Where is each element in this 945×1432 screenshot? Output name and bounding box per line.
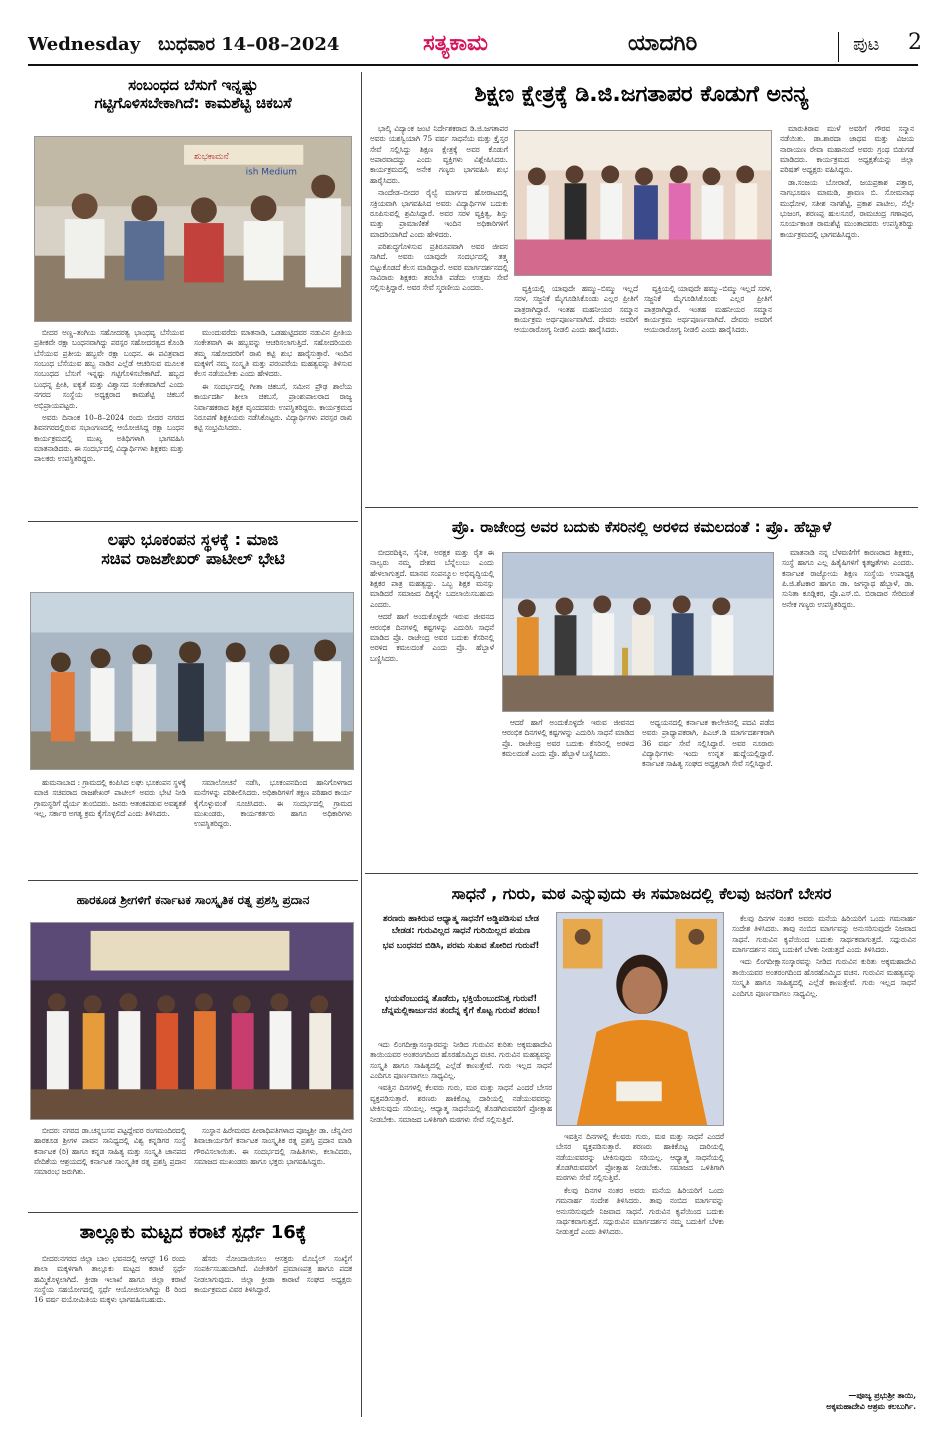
- body-paragraph: ಪರಿಶುದ್ಧಗೊಳಿಸುವ ಪ್ರತಿರೂಪವಾಗಿ ಅವರ ಜೀವನ ಸಾಗಿದೆ. ಅವರು ಯಾವುದೇ ಸಂದರ್ಭದಲ್ಲಿ ತತ್ತ್ವ ಬಿಟ್ಟುಕೊಡದೆ ಕೆಲಸ ಮಾಡಿದ್ದಾರೆ. ಅವರ ಮಾರ್ಗದರ್ಶನದಲ್ಲಿ ಸಾವಿರಾರು ಶಿಕ್ಷಕರು ತರಬೇತಿ ಪಡೆದು ಉತ್ತಮ ಸೇವೆ ಸಲ್ಲಿಸುತ್ತಿದ್ದಾರೆ. ಅವರ ಸೇವೆ ಸ್ಮರಣೀಯ ಎಂದರು.: [370, 241, 508, 293]
- article-body-column: [370, 1040, 552, 1416]
- article-body-column: [34, 1254, 186, 1414]
- article-photo-portrait: [556, 912, 724, 1126]
- article-headline: [28, 76, 358, 126]
- pullquote-line: ಭವ ಬಂಧನದ ಬಿಡಿಸಿ, ಪರಮ ಸುಖವ ತೋರಿದ ಗುರುವೆ!: [382, 940, 540, 951]
- photo-banner-text-2: ish Medium: [245, 167, 297, 178]
- article-headline: ಹಾರಕೂಡ ಶ್ರೀಗಳಿಗೆ ಕರ್ನಾಟಕ ಸಾಂಸ್ಕೃತಿಕ ರತ್ನ ಪ್ರಶಸ್ತಿ ಪ್ರದಾನ: [76, 893, 310, 907]
- article-headline: ಪ್ರೊ. ರಾಜೇಂದ್ರ ಅವರ ಬದುಕು ಕೆಸರಿನಲ್ಲಿ ಅರಳಿದ ಕಮಲದಂತೆ : ಪ್ರೊ. ಹೆಬ್ಬಾಳೆ: [451, 518, 832, 536]
- body-paragraph: ಆದರೆ ಹಾಗೆ ಅಂದುಕೊಳ್ಳದೇ ಇರುವ ಜೀವನದ ಆರಂಭಿಕ ದಿನಗಳಲ್ಲಿ ಕಷ್ಟಗಳನ್ನು ಎದುರಿಸಿ ಸಾಧನೆ ಮಾಡಿದ ಪ್ರೊ. ರಾಜೇಂದ್ರ ಅವರ ಬದುಕು ಕೆಸರಿನಲ್ಲಿ ಅರಳಿದ ಕಮಲದಂತೆ ಎಂದು ಪ್ರೊ. ಹೆಬ್ಬಾಳೆ ಬಣ್ಣಿಸಿದರು.: [370, 612, 494, 663]
- masthead-separator: [838, 32, 839, 62]
- section-divider: [28, 1212, 358, 1213]
- headline-line-1: ಸಂಬಂಧದ ಬೆಸುಗೆ ಇನ್ನಷ್ಟು: [128, 76, 258, 94]
- article-body-column: [370, 124, 508, 499]
- pullquote-line: ಭಯವೆಂಬುದನ್ನ ತೊಡೆದು, ಭಕ್ತಿಯೆಂಬುದನಿತ್ತ ಗುರುವೆ! ಚೆನ್ನಮಲ್ಲಿಕಾರ್ಜುನನ ತಂದೆನ್ನ ಕೈಗೆ ಕೊಟ್ಟ ಗುರುವೆ ಶರಣು!: [381, 994, 541, 1016]
- article-body-column: [782, 548, 914, 865]
- photo-banner-text: ಶುಭಕಾಮನೆ: [193, 151, 229, 162]
- article-body-column: [34, 1126, 186, 1206]
- article-body-column: [370, 548, 494, 865]
- body-paragraph: ಅಧ್ಯಯನದಲ್ಲಿ ಕರ್ನಾಟಕ ಕಾಲೇಜಿನಲ್ಲಿ ಪದವಿ ಪಡೆದ ಅವರು ಪ್ರಾಧ್ಯಾಪಕರಾಗಿ, ಪಿಎಚ್.ಡಿ ಮಾರ್ಗದರ್ಶಕರಾಗಿ 36 ವರ್ಷ ಸೇವೆ ಸಲ್ಲಿಸಿದ್ದಾರೆ. ಅವರ ನೂರಾರು ವಿದ್ಯಾರ್ಥಿಗಳು ಇಂದು ಉನ್ನತ ಹುದ್ದೆಯಲ್ಲಿದ್ದಾರೆ. ಕರ್ನಾಟಕ ಸಾಹಿತ್ಯ ಸಂಘದ ಅಧ್ಯಕ್ಷರಾಗಿ ಸೇವೆ ಸಲ್ಲಿಸಿದ್ದಾರೆ.: [642, 718, 774, 769]
- body-paragraph: ಕೆಲವು ದಿನಗಳ ನಂತರ ಅವರು ಮನೆಯ ಹಿರಿಯರಿಗೆ ಒಂದು ಗಮನಾರ್ಹ ಸಂದೇಶ ತಿಳಿಸಿದರು. ತಾವು ನಂಬಿದ ಮಾರ್ಗವನ್ನು ಅನುಸರಿಸುವುದೇ ನಿಜವಾದ ಸಾಧನೆ. ಗುರುವಿನ ಕೃಪೆಯಿಂದ ಬದುಕು ಸಾರ್ಥಕವಾಗುತ್ತದೆ. ಸದ್ಗುರುವಿನ ಮಾರ್ಗದರ್ಶನ ನಮ್ಮ ಬದುಕಿಗೆ ಬೆಳಕು ನೀಡುತ್ತದೆ ಎಂದು ತಿಳಿಸಿದರು.: [732, 914, 916, 955]
- signature-line: —ಪೂಜ್ಯ ಪ್ರಭುಶ್ರೀ ತಾಯಿ,: [848, 1390, 916, 1400]
- article-body-column: [194, 778, 352, 874]
- article-body-column: [642, 718, 774, 865]
- article-body-column: [194, 1254, 352, 1414]
- body-paragraph: ಇದು ಲಿಂಗದೀಕ್ಷಾಸಂಸ್ಕಾರವನ್ನು ನೀಡಿದ ಗುರುವಿನ ಕುರಿತು ಅಕ್ಕಮಹಾದೇವಿ ತಾಯಿಯವರ ಅಂತರಂಗದಿಂದ ಹೊರಹೊಮ್ಮಿದ ವಚನ. ಗುರುವಿನ ಮಹತ್ವವನ್ನು ಸಂಸ್ಕೃತಿ ಹಾಗೂ ಸಾಹಿತ್ಯದಲ್ಲಿ ಎಲ್ಲೆಡೆ ಕಾಣುತ್ತೇವೆ. ಗುರು ಇಲ್ಲದ ಸಾಧನೆ ಎಂದಿಗೂ ಪೂರ್ಣವಾಗಲು ಸಾಧ್ಯವಿಲ್ಲ.: [732, 957, 916, 998]
- masthead-date: ಬುಧವಾರ 14–08–2024: [158, 34, 340, 55]
- article-body-column: [780, 124, 914, 499]
- body-paragraph: ಬೀದರ: ನಗರದ ಡಾ.ಚನ್ನಬಸವ ಪಟ್ಟದ್ದೇವರ ರಂಗಮಂದಿರದಲ್ಲಿ ಹಾರಕೂಡ ಶ್ರೀಗಳ ಪಾವನ ಸಾನಿಧ್ಯದಲ್ಲಿ ವಿಶ್ವ ಕನ್ನಡಿಗರ ಸಂಸ್ಥೆ ಕರ್ನಾಟಕ (ರಿ) ಹಾಗೂ ಕನ್ನಡ ಸಾಹಿತ್ಯ ಮತ್ತು ಸಂಸ್ಕೃತಿ ಜಾನಪದ ವೇದಿಕೆಯ ಆಶ್ರಯದಲ್ಲಿ ಕರ್ನಾಟಕ ಸಾಂಸ್ಕೃತಿಕ ರತ್ನ ಪ್ರಶಸ್ತಿ ಪ್ರದಾನ ಸಮಾರಂಭ ಜರುಗಿತು.: [34, 1126, 186, 1177]
- article-photo-felicitation: [514, 130, 772, 276]
- article-body-column: [732, 914, 916, 1384]
- article-body-column: [34, 328, 184, 513]
- photo-illustration: [31, 593, 353, 769]
- body-paragraph: ಮುಂದುವರೆದು ಮಾತನಾಡಿ, ಒಡಹುಟ್ಟಿದವರ ನಡುವಿನ ಪ್ರೀತಿಯ ಸಂಕೇತವಾಗಿ ಈ ಹಬ್ಬವನ್ನು ಆಚರಿಸಲಾಗುತ್ತಿದೆ. ಸಹೋದರಿಯರು ತಮ್ಮ ಸಹೋದರರಿಗೆ ರಾಖಿ ಕಟ್ಟಿ ಶುಭ ಹಾರೈಸುತ್ತಾರೆ. ಇಂದಿನ ಮಕ್ಕಳಿಗೆ ನಮ್ಮ ಸಂಸ್ಕೃತಿ ಮತ್ತು ಪರಂಪರೆಯ ಮಹತ್ವವನ್ನು ತಿಳಿಸುವ ಕೆಲಸ ನಡೆಯಬೇಕು ಎಂದು ಹೇಳಿದರು.: [194, 328, 352, 379]
- body-paragraph: ವ್ಯಕ್ತಿಯಲ್ಲಿ ಯಾವುದೇ ಹಮ್ಮು–ಬಿಮ್ಮು ಇಲ್ಲದೆ ಸರಳ, ಸಜ್ಜನಿಕೆ ಮೈಗೂಡಿಸಿಕೊಂಡು ಎಲ್ಲರ ಪ್ರೀತಿಗೆ ಪಾತ್ರರಾಗಿದ್ದಾರೆ. ಇಂತಹ ಮಹನೀಯರ ಸಮ್ಮಾನ ಕಾರ್ಯಕ್ರಮ ಅರ್ಥಪೂರ್ಣವಾಗಿದೆ. ದೇವರು ಅವರಿಗೆ ಆಯುರಾರೋಗ್ಯ ನೀಡಲಿ ಎಂದು ಹಾರೈಸಿದರು.: [514, 284, 638, 335]
- article-pullquote: [370, 914, 552, 990]
- article-body-column: [34, 778, 186, 874]
- column-rule: [361, 72, 362, 1417]
- article-pullquote: [370, 994, 552, 1034]
- masthead-day: Wednesday: [28, 34, 141, 55]
- pullquote-line: ಬೇಡಡ: ಗುರುವಿಲ್ಲದ ಸಾಧನೆ ಗುರಿಯಿಲ್ಲದ ಪಯಣ: [391, 925, 531, 936]
- article-body-column: [514, 284, 638, 499]
- body-paragraph: ಕೆಲವು ದಿನಗಳ ನಂತರ ಅವರು ಮನೆಯ ಹಿರಿಯರಿಗೆ ಒಂದು ಗಮನಾರ್ಹ ಸಂದೇಶ ತಿಳಿಸಿದರು. ತಾವು ನಂಬಿದ ಮಾರ್ಗವನ್ನು ಅನುಸರಿಸುವುದೇ ನಿಜವಾದ ಸಾಧನೆ. ಗುರುವಿನ ಕೃಪೆಯಿಂದ ಬದುಕು ಸಾರ್ಥಕವಾಗುತ್ತದೆ. ಸದ್ಗುರುವಿನ ಮಾರ್ಗದರ್ಶನ ನಮ್ಮ ಬದುಕಿಗೆ ಬೆಳಕು ನೀಡುತ್ತದೆ ಎಂದು ತಿಳಿಸಿದರು.: [556, 1185, 724, 1237]
- body-paragraph: ಭಾಲ್ಕಿ ವಿದ್ಯಾಂಕ ಜಂಟಿ ನಿರ್ದೇಶಕರಾದ ಡಿ.ಜಿ.ಜಗತಾಪರ ಅವರು ಯಶಸ್ವಿಯಾಗಿ 75 ವರ್ಷ ಸಾಧನೆಯ ಮತ್ತು ಕ್ರೈಸ್ತರ ಸೇವೆ ಸಲ್ಲಿಸಿದ್ದು ಶಿಕ್ಷಣ ಕ್ಷೇತ್ರಕ್ಕೆ ಅವರ ಕೊಡುಗೆ ಅಪಾರವಾದದ್ದು ಎಂದು ವ್ಯಕ್ತಿಗಳು ವಿಶ್ಲೇಷಿಸಿದರು. ಕಾರ್ಯಕ್ರಮದಲ್ಲಿ ಅನೇಕ ಗಣ್ಯರು ಭಾಗವಹಿಸಿ ಶುಭ ಹಾರೈಸಿದರು.: [370, 124, 508, 185]
- body-paragraph: ನಾಂದೇಡ–ಬೀದರ ರೈಲ್ವೆ ಮಾರ್ಗದ ಹೋರಾಟದಲ್ಲಿ ಸಕ್ರಿಯವಾಗಿ ಭಾಗವಹಿಸಿದ ಅವರು ವಿದ್ಯಾರ್ಥಿಗಳ ಬದುಕು ರೂಪಿಸುವಲ್ಲಿ ಶ್ರಮಿಸಿದ್ದಾರೆ. ಅವರ ಸರಳ ವ್ಯಕ್ತಿತ್ವ, ಶಿಸ್ತು ಮತ್ತು ಪ್ರಾಮಾಣಿಕತೆ ಇಂದಿನ ಅಧಿಕಾರಿಗಳಿಗೆ ಮಾದರಿಯಾಗಿದೆ ಎಂದು ಹೇಳಿದರು.: [370, 188, 508, 239]
- body-paragraph: ಅವರು ದಿನಾಂಕ 10–8–2024 ರಂದು ಬೀದರ ನಗರದ ಶಿವನಗರದಲ್ಲಿರುವ ಸಭಾಂಗಣದಲ್ಲಿ ಆಯೋಜಿಸಿದ್ದ ರಕ್ಷಾ ಬಂಧನ ಕಾರ್ಯಕ್ರಮದಲ್ಲಿ ಮುಖ್ಯ ಅತಿಥಿಗಳಾಗಿ ಭಾಗವಹಿಸಿ ಮಾತನಾಡಿದರು. ಈ ಸಂದರ್ಭದಲ್ಲಿ ವಿದ್ಯಾರ್ಥಿಗಳು ಶಿಕ್ಷಕರು ಮತ್ತು ಪಾಲಕರು ಉಪಸ್ಥಿತರಿದ್ದರು.: [34, 412, 184, 464]
- section-divider: [28, 521, 358, 522]
- body-paragraph: ವ್ಯಕ್ತಿಯಲ್ಲಿ ಯಾವುದೇ ಹಮ್ಮು–ಬಿಮ್ಮು ಇಲ್ಲದೆ ಸರಳ, ಸಜ್ಜನಿಕೆ ಮೈಗೂಡಿಸಿಕೊಂಡು ಎಲ್ಲರ ಪ್ರೀತಿಗೆ ಪಾತ್ರರಾಗಿದ್ದಾರೆ. ಇಂತಹ ಮಹನೀಯರ ಸಮ್ಮಾನ ಕಾರ್ಯಕ್ರಮ ಅರ್ಥಪೂರ್ಣವಾಗಿದೆ. ದೇವರು ಅವರಿಗೆ ಆಯುರಾರೋಗ್ಯ ನೀಡಲಿ ಎಂದು ಹಾರೈಸಿದರು.: [644, 284, 772, 335]
- article-photo-raksha: [34, 136, 352, 322]
- body-paragraph: ಹೆಸರು ನೋಂದಾಯಿಸಲು ಆಸಕ್ತರು ಮೊಬೈಲ್ ಸಂಖ್ಯೆಗೆ ಸಂಪರ್ಕಿಸಬಹುದಾಗಿದೆ. ವಿಜೇತರಿಗೆ ಪ್ರಮಾಣಪತ್ರ ಹಾಗೂ ಪದಕ ನೀಡಲಾಗುವುದು. ಜಿಲ್ಲಾ ಕ್ರೀಡಾ ಕಾರಾಟೆ ಸಂಘದ ಅಧ್ಯಕ್ಷರು ಕಾರ್ಯಕ್ರಮದ ವಿವರ ತಿಳಿಸಿದ್ದಾರೆ.: [194, 1254, 352, 1295]
- body-paragraph: ಬೀದರ ಅಣ್ಣ–ತಂಗಿಯ ಸಹೋದರತ್ವ ಭಾಂಧವ್ಯ ಬೆಸೆಯುವ ಪ್ರತೀಕವೇ ರಕ್ಷಾ ಬಂಧನವಾಗಿದ್ದು ಪರಸ್ಪರ ಸಹೋದರತ್ವದ ಕೊಂಡಿ ಬೆಸೆಯುವ ಪ್ರತೀಯ ಹಬ್ಬವೇ ರಕ್ಷಾ ಬಂಧನ. ಈ ಪವಿತ್ರವಾದ ಸಂಬಂಧ ಬೆಸೆಯುವ ಹಬ್ಬ ನಾಡಿನ ಎಲ್ಲೆಡೆ ಆಚರಿಸುವ ಮೂಲಕ ಸಂಬಂಧದ ಬೆಸುಗೆ ಇನ್ನಷ್ಟು ಗಟ್ಟಿಗೊಳಿಸಬೇಕಾಗಿದೆ. ಹಬ್ಬದ ಬಂಧನ್ನ ಪ್ರೀತಿ, ಐಕ್ಯತೆ ಮತ್ತು ವಿಶ್ವಾಸದ ಸಂಕೇತವಾಗಿದೆ ಎಂದು ನಗರದ ಸಂಸ್ಥೆಯ ಅಧ್ಯಕ್ಷರಾದ ಕಾಮಶೆಟ್ಟಿ ಚಿಕಬಸೆ ಅಭಿಪ್ರಾಯಪಟ್ಟರು.: [34, 328, 184, 410]
- body-paragraph: ಹುಮನಾಬಾದ : ಗ್ರಾಮದಲ್ಲಿ ಕಂಪಿಸಿದ ಲಘು ಭೂಕಂಪನ ಸ್ಥಳಕ್ಕೆ ಮಾಜಿ ಸಚಿವರಾದ ರಾಜಶೇಖರ್ ಪಾಟೀಲ್ ಅವರು ಭೇಟಿ ನೀಡಿ ಗ್ರಾಮಸ್ಥರಿಗೆ ಧೈರ್ಯ ತುಂಬಿದರು. ಜನರು ಆತಂಕಪಡುವ ಅವಶ್ಯಕತೆ ಇಲ್ಲ, ಸರ್ಕಾರ ಅಗತ್ಯ ಕ್ರಮ ಕೈಗೊಳ್ಳಲಿದೆ ಎಂದು ತಿಳಿಸಿದರು.: [34, 778, 186, 819]
- article-body-column: [194, 328, 352, 513]
- body-paragraph: ಇವತ್ತಿನ ದಿನಗಳಲ್ಲಿ ಕೆಲವರು ಗುರು, ಮಠ ಮತ್ತು ಸಾಧನೆ ಎಂದರೆ ಬೇಸರ ವ್ಯಕ್ತಪಡಿಸುತ್ತಾರೆ. ಶರಣರು ಹಾಕಿಕೊಟ್ಟ ದಾರಿಯಲ್ಲಿ ನಡೆಯುವವರನ್ನು ಟೀಕಿಸುವುದು ಸರಿಯಲ್ಲ. ಆಧ್ಯಾತ್ಮ ಸಾಧನೆಯಲ್ಲಿ ತೊಡಗಿರುವವರಿಗೆ ಪ್ರೋತ್ಸಾಹ ನೀಡಬೇಕು. ಸಮಾಜದ ಒಳಿತಿಗಾಗಿ ಮಠಗಳು ಸೇವೆ ಸಲ್ಲಿಸುತ್ತಿವೆ.: [556, 1132, 724, 1183]
- page-number: 2: [908, 30, 922, 55]
- article-body-column: [644, 284, 772, 499]
- article-body-column: [502, 718, 634, 865]
- article-headline: ಶಿಕ್ಷಣ ಕ್ಷೇತ್ರಕ್ಕೆ ಡಿ.ಜಿ.ಜಗತಾಪರ ಕೊಡುಗೆ ಅನನ್ಯ: [365, 72, 918, 118]
- body-paragraph: ಡಾ.ಸಂಜಯ ಬೋರಾಡೆ, ಜಯಪ್ರಕಾಶ ಪತ್ತಾರ, ನಾಗಭೂಷಣ ಮಾಮಡಿ, ಶ್ರಾವಣ ಬಿ. ಸೋಮನಾಥ ಮುಧೋಳ, ಸತೀಶ ನಾಗಶೆಟ್ಟಿ, ಪ್ರಕಾಶ ಪಾಟೀಲ, ನೆಲ್ಲೇ ಭುಜಂಗ, ಶರಣಪ್ಪ ಹುಲಸೂರೆ, ರಾಮಚಂದ್ರ ಗಣಾಪುರ, ಸೂರ್ಯಕಾಂತ ರಾಮಶೆಟ್ಟಿ ಮುಂತಾದವರು ಉಪಸ್ಥಿತರಿದ್ದು ಕಾರ್ಯಕ್ರಮದಲ್ಲಿ ಭಾಗವಹಿಸಿದ್ದರು.: [780, 177, 914, 239]
- photo-illustration: [503, 553, 773, 711]
- pullquote-line: ಶರಣರು ಹಾಕಿರುವ ಆಧ್ಯಾತ್ಮ ಸಾಧನೆಗೆ ಅಡ್ಡಿಪಡಿಸುವ ಬೇಡ: [382, 914, 540, 924]
- page-label: ಪುಟ: [853, 34, 880, 55]
- photo-illustration: [31, 923, 353, 1119]
- masthead: [28, 30, 922, 66]
- body-paragraph: ಮಾತನಾಡಿ ನನ್ನ ಬೆಳವಣಿಗೆಗೆ ಕಾರಣರಾದ ಶಿಕ್ಷಕರು, ಸಂಸ್ಥೆ ಹಾಗೂ ಎಲ್ಲ ಹಿತೈಷಿಗಳಿಗೆ ಕೃತಜ್ಞತೆಗಳು ಎಂದರು. ಕರ್ನಾಟಕ ರಾಜ್ಯೋಯ ಶಿಕ್ಷಣ ಸಂಸ್ಥೆಯ ಉಪಾಧ್ಯಕ್ಷ ಪಿ.ಜಿ.ಶೆಟಕಾರ ಹಾಗೂ ಡಾ. ಜಗನ್ನಾಥ ಹೆಬ್ಬಾಳೆ, ಡಾ. ಸುನಿತಾ ಕೂಡ್ಲಿಕರ, ಪ್ರೊ.ಎಸ್.ಬಿ. ಬಿರಾದಾರ ಸೇರಿದಂತೆ ಅನೇಕ ಗಣ್ಯರು ಉಪಸ್ಥಿತರಿದ್ದರು.: [782, 548, 914, 609]
- photo-illustration: [515, 131, 771, 275]
- article-photo-earthquake-visit: [30, 592, 354, 770]
- body-paragraph: ಆದರೆ ಹಾಗೆ ಅಂದುಕೊಳ್ಳದೇ ಇರುವ ಜೀವನದ ಆರಂಭಿಕ ದಿನಗಳಲ್ಲಿ ಕಷ್ಟಗಳನ್ನು ಎದುರಿಸಿ ಸಾಧನೆ ಮಾಡಿದ ಪ್ರೊ. ರಾಜೇಂದ್ರ ಅವರ ಬದುಕು ಕೆಸರಿನಲ್ಲಿ ಅರಳಿದ ಕಮಲದಂತೆ ಎಂದು ಪ್ರೊ. ಹೆಬ್ಬಾಳೆ ಬಣ್ಣಿಸಿದರು.: [502, 718, 634, 759]
- body-paragraph: ಬೀದರ:ನಗರದ ಜಿಲ್ಲಾ ಬಾಲ ಭವನದಲ್ಲಿ ಆಗಸ್ಟ್ 16 ರಂದು ಶಾಲಾ ಮಕ್ಕಳಿಗಾಗಿ ತಾಲ್ಲೂಕು ಮಟ್ಟದ ಕರಾಟೆ ಸ್ಪರ್ಧೆ ಹಮ್ಮಿಕೊಳ್ಳಲಾಗಿದೆ. ಕ್ರೀಡಾ ಇಲಾಖೆ ಹಾಗೂ ಜಿಲ್ಲಾ ಕರಾಟೆ ಸಂಸ್ಥೆಯ ಸಹಯೋಗದಲ್ಲಿ ಸ್ಪರ್ಧೆ ಆಯೋಜಿಸಲಾಗಿದ್ದು 8 ರಿಂದ 16 ವರ್ಷ ವಯೋಮಿತಿಯ ಮಕ್ಕಳು ಭಾಗವಹಿಸಬಹುದು.: [34, 1254, 186, 1305]
- body-paragraph: ಇವತ್ತಿನ ದಿನಗಳಲ್ಲಿ ಕೆಲವರು ಗುರು, ಮಠ ಮತ್ತು ಸಾಧನೆ ಎಂದರೆ ಬೇಸರ ವ್ಯಕ್ತಪಡಿಸುತ್ತಾರೆ. ಶರಣರು ಹಾಕಿಕೊಟ್ಟ ದಾರಿಯಲ್ಲಿ ನಡೆಯುವವರನ್ನು ಟೀಕಿಸುವುದು ಸರಿಯಲ್ಲ. ಆಧ್ಯಾತ್ಮ ಸಾಧನೆಯಲ್ಲಿ ತೊಡಗಿರುವವರಿಗೆ ಪ್ರೋತ್ಸಾಹ ನೀಡಬೇಕು. ಸಮಾಜದ ಒಳಿತಿಗಾಗಿ ಮಠಗಳು ಸೇವೆ ಸಲ್ಲಿಸುತ್ತಿವೆ.: [370, 1083, 552, 1124]
- article-headline: [28, 530, 358, 584]
- edition-city: ಯಾದಗಿರಿ: [628, 30, 698, 56]
- body-paragraph: ಮಾರುತಿರಾವ ಮುಳೆ ಅವರಿಗೆ ಗೌರವ ಸನ್ಮಾನ ನಡೆಯಿತು. ಡಾ.ಶಾರದಾ ಜಾಧವ ಮತ್ತು ವಿಜಯ ನಾರಾಯಣ ರೇವಾ ಮಹಾನಂದೆ ಅವರು ಗ್ರಂಥ ಬಿಡುಗಡೆ ಮಾಡಿದರು. ಕಾರ್ಯಕ್ರಮದ ಅಧ್ಯಕ್ಷತೆಯನ್ನು ಜಿಲ್ಲಾ ಪರಿಷತ್ ಅಧ್ಯಕ್ಷರು ವಹಿಸಿದ್ದರು.: [780, 124, 914, 175]
- photo-illustration: [35, 137, 351, 321]
- body-paragraph: ಸಮಾಲೋಚನೆ ನಡೆಸಿ, ಭೂಕಂಪನದಿಂದ ಹಾನಿಗೊಳಗಾದ ಮನೆಗಳನ್ನು ಪರಿಶೀಲಿಸಿದರು. ಅಧಿಕಾರಿಗಳಿಗೆ ತಕ್ಷಣ ಪರಿಹಾರ ಕಾರ್ಯ ಕೈಗೊಳ್ಳುವಂತೆ ಸೂಚಿಸಿದರು. ಈ ಸಂದರ್ಭದಲ್ಲಿ ಗ್ರಾಮದ ಮುಖಂಡರು, ಕಾರ್ಯಕರ್ತರು ಹಾಗೂ ಅಧಿಕಾರಿಗಳು ಉಪಸ್ಥಿತರಿದ್ದರು.: [194, 778, 352, 829]
- newspaper-name: ಸತ್ಯಕಾಮ: [423, 30, 488, 56]
- section-divider: [28, 880, 358, 881]
- signature-line: ಅಕ್ಕಮಹಾದೇವಿ ಆಶ್ರಮ ಕಲಬುರ್ಗಿ.: [826, 1401, 916, 1411]
- headline-line-2: ಗಟ್ಟಿಗೊಳಿಸಬೇಕಾಗಿದೆ: ಕಾಮಶೆಟ್ಟಿ ಚಿಕಬಸೆ: [94, 94, 292, 112]
- body-paragraph: ಈ ಸಂದರ್ಭದಲ್ಲಿ ಗೀತಾ ಚಿಕಬಸೆ, ಸಮೀನ ಪ್ರೌಢ ಶಾಲೆಯ ಕಾರ್ಯದರ್ಶಿ ಶೀಲಾ ಚಿಕಬಸೆ, ಪ್ರಾಂಶುಪಾಲರಾದ ರಾಜ್ಯ ನಿರ್ವಾಹಕರಾದ ಶಿಕ್ಷಕ ವೃಂದದವರು ಉಪಸ್ಥಿತರಿದ್ದರು. ಕಾರ್ಯಕ್ರಮದ ನಿರೂಪಣೆ ಶಿಕ್ಷಕಿಯರು ನಡೆಸಿಕೊಟ್ಟರು. ವಿದ್ಯಾರ್ಥಿಗಳು ಪರಸ್ಪರ ರಾಖಿ ಕಟ್ಟಿ ಸಂಭ್ರಮಿಸಿದರು.: [194, 381, 352, 433]
- headline-line-2: ಸಚಿವ ರಾಜಶೇಖರ್ ಪಾಟೀಲ್ ಭೇಟಿ: [101, 549, 285, 569]
- article-body-column: [556, 1132, 724, 1416]
- body-paragraph: ಇದು ಲಿಂಗದೀಕ್ಷಾಸಂಸ್ಕಾರವನ್ನು ನೀಡಿದ ಗುರುವಿನ ಕುರಿತು ಅಕ್ಕಮಹಾದೇವಿ ತಾಯಿಯವರ ಅಂತರಂಗದಿಂದ ಹೊರಹೊಮ್ಮಿದ ವಚನ. ಗುರುವಿನ ಮಹತ್ವವನ್ನು ಸಂಸ್ಕೃತಿ ಹಾಗೂ ಸಾಹಿತ್ಯದಲ್ಲಿ ಎಲ್ಲೆಡೆ ಕಾಣುತ್ತೇವೆ. ಗುರು ಇಲ್ಲದ ಸಾಧನೆ ಎಂದಿಗೂ ಪೂರ್ಣವಾಗಲು ಸಾಧ್ಯವಿಲ್ಲ.: [370, 1040, 552, 1081]
- article-body-column: [194, 1126, 352, 1206]
- article-photo-lamp-lighting: [502, 552, 774, 712]
- section-divider: [365, 507, 918, 508]
- article-headline: ಸಾಧನೆ , ಗುರು, ಮಠ ಎನ್ನುವುದು ಈ ಸಮಾಜದಲ್ಲಿ ಕೆಲವು ಜನರಿಗೆ ಬೇಸರ: [451, 884, 832, 903]
- article-headline: ತಾಲ್ಲೂಕು ಮಟ್ಟದ ಕರಾಟೆ ಸ್ಪರ್ಧೆ 16ಕ್ಕೆ: [79, 1222, 307, 1243]
- headline-line-1: ಲಘು ಭೂಕಂಪನ ಸ್ಥಳಕ್ಕೆ : ಮಾಜಿ: [107, 530, 279, 549]
- photo-illustration: [557, 913, 723, 1125]
- body-paragraph: ಸಂಸ್ಥಾನ ಹಿರೇಮಠದ ಪೀಠಾಧಿಪತಿಗಳಾದ ಪೂಜ್ಯಶ್ರೀ ಡಾ. ಚೆನ್ನವೀರ ಶಿವಾಚಾರ್ಯರಿಗೆ ಕರ್ನಾಟಕ ಸಾಂಸ್ಕೃತಿಕ ರತ್ನ ಪ್ರಶಸ್ತಿ ಪ್ರದಾನ ಮಾಡಿ ಗೌರವಿಸಲಾಯಿತು. ಈ ಸಂದರ್ಭದಲ್ಲಿ ಸಾಹಿತಿಗಳು, ಕಲಾವಿದರು, ಸಮಾಜದ ಮುಖಂಡರು ಹಾಗೂ ಭಕ್ತರು ಭಾಗವಹಿಸಿದ್ದರು.: [194, 1126, 352, 1167]
- article-signature: [732, 1390, 916, 1412]
- section-divider: [365, 873, 918, 874]
- body-paragraph: ಬೀದರದಿಕ್ಕಿನ, ಸೈನಿಕ, ಅರಕ್ಷಕ ಮತ್ತು ರೈತ ಈ ನಾಲ್ವರು ನಮ್ಮ ದೇಶದ ಬೆನ್ನೆಲುಬು ಎಂದು ಹೇಳಲಾಗುತ್ತದೆ. ಮಾನವ ಸಂಪನ್ಮೂಲ ಅಭಿವೃದ್ಧಿಯಲ್ಲಿ ಶಿಕ್ಷಕರ ಪಾತ್ರ ಮಹತ್ವದ್ದು. ಒಬ್ಬ ಶಿಕ್ಷಕ ಮನಸ್ಸು ಮಾಡಿದರೆ ಸಮಾಜದ ದಿಕ್ಕನ್ನೇ ಬದಲಾಯಿಸಬಹುದು ಎಂದರು.: [370, 548, 494, 609]
- article-photo-award-ceremony: [30, 922, 354, 1120]
